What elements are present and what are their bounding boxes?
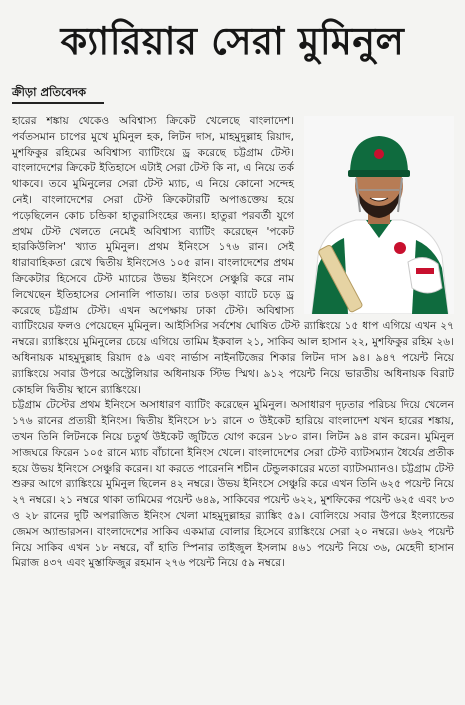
article-body [12, 114, 454, 699]
cricketer-photo-icon [304, 116, 454, 314]
article-paragraph-1: হারের শঙ্কায় থেকেও অবিশ্বাস্য ক্রিকেট খেলেছে বাংলাদেশ। পর্বতসমান চাপের মুখে মুমিনুল হক, লিটন দাস, মাহমুদুল্লাহ রিয়াদ, মুশফিকুর রহিমের অবিশ্বাস্য ব্যাটিংয়ে ড্র করেছে চট্টগ্রাম টেস্ট। বাংলাদেশের ক্রিকেট ইতিহাসে এটাই সেরা টেস্ট কি না, এ নিয়ে তর্ক থাকবে। তবে মুমিনুলের সেরা টেস্ট ম্যাচ, এ নিয়ে কোনো সন্দেহ নেই। বাংলাদেশের সেরা টেস্ট ক্রিকেটারটি অপাঙক্তেয় হয়ে পড়েছিলেন কোচ চন্ডিকা হাতুরাসিংহের জন্য। হাতুরা পরবর্তী যুগে প্রথম টেস্ট খেলতে নেমেই অবিশ্বাস্য ব্যাটিং করেছেন 'পকেট হারকিউলিস' খ্যাত মুমিনুল। প্রথম ইনিংসে ১৭৬ রান। সেই ধারাবাহিকতা রেখে দ্বিতীয় ইনিংসেও ১০৫ রান। বাংলাদেশের প্রথম ক্রিকেটার হিসেবে টেস্ট ম্যাচের উভয় ইনিংসে সেঞ্চুরি করে নাম লিখেছেন ইতিহাসের সোনালি পাতায়। তার চওড়া ব্যাটে চড়ে ড্র করেছে চট্টগ্রাম টেস্ট। এখন অপেক্ষায় ঢাকা টেস্ট। অবিশ্বাস্য ব্যাটিংয়ের ফলও পেয়েছেন মুমিনুল। আইসিসির সর্বশেষ ঘোষিত টেস্ট র‍্যাঙ্কিংয়ে ১৫ ধাপ এগিয়ে এখন ২৭ নম্বরে। র‍্যাঙ্কিংয়ে মুমিনুলের চেয়ে এগিয়ে তামিম ইকবাল ২১, সাকিব আল হাসান ২২, মুশফিকুর রহিম ২৬। অধিনায়ক মাহমুদুল্লাহ রিয়াদ ৫৯ এবং নার্ভাস নাইনটিজের শিকার লিটন দাস ৯৪। ৯৪৭ পয়েন্ট নিয়ে র‍্যাঙ্কিংয়ে সবার উপরে অস্ট্রেলিয়ার অধিনায়ক স্টিভ স্মিথ। ৯১২ পয়েন্ট নিয়ে ভারতীয় অধিনায়ক বিরাট কোহলি দ্বিতীয় স্থানে র‍্যাঙ্কিংয়ে। [12, 115, 454, 396]
byline-underline [12, 102, 104, 104]
headline: ক্যারিয়ার সেরা মুমিনুল [60, 18, 405, 63]
article-paragraph-2: চট্টগ্রাম টেস্টের প্রথম ইনিংসে অসাধারণ ব্যাটিং করেছেন মুমিনুল। অসাধারণ দৃঢ়তার পরিচয় দিয়ে খেলেন ১৭৬ রানের প্রত্যয়ী ইনিংস। দ্বিতীয় ইনিংসে ৮১ রানে ৩ উইকেট হারিয়ে বাংলাদেশ যখন হারের শঙ্কায়, তখন তিনি লিটনকে নিয়ে চতুর্থ উইকেট জুটিতে যোগ করেন ১৮০ রান। লিটন ৯৪ রান করেন। মুমিনুল সাজঘরে ফিরেন ১০৫ রানে ম্যাচ বাঁচানো ইনিংস খেলে। বাংলাদেশের সেরা টেস্ট ব্যাটসম্যান ধৈর্যের প্রতীক হয়ে উভয় ইনিংসে সেঞ্চুরি করেন। যা করতে পারেননি শচীন টেন্ডুলকারের মতো ব্যাটসম্যানও। চট্টগ্রাম টেস্ট শুরুর আগে র‍্যাঙ্কিংয়ে মুমিনুল ছিলেন ৪২ নম্বরে। উভয় ইনিংসে সেঞ্চুরি করে এখন তিনি ৬২৫ পয়েন্ট নিয়ে ২৭ নম্বরে। ২১ নম্বরে থাকা তামিমের পয়েন্ট ৬৪৯, সাকিবের পয়েন্ট ৬২২, মুশফিকের পয়েন্ট ৬২৫ এবং ৮৩ ও ২৮ রানের দুটি অপরাজিত ইনিংস খেলা মাহমুদুল্লাহর র‍্যাঙ্কিং ৫৯। বোলিংয়ে সবার উপরে ইংল্যান্ডের জেমস অ্যান্ডারসন। বাংলাদেশের সাকিব একমাত্র বোলার হিসেবে র‍্যাঙ্কিংয়ে সেরা ২০ নম্বরে। ৬৬২ পয়েন্ট নিয়ে সাকিব এখন ১৮ নম্বরে, বাঁ হাতি স্পিনার তাইজুল ইসলাম ৪৬১ পয়েন্ট নিয়ে ৩৬, মেহেদী হাসান মিরাজ ৪৩৭ এবং মুস্তাফিজুর রহমান ২৭৬ পয়েন্ট নিয়ে ৫৯ নম্বরে। [12, 399, 454, 570]
byline: ক্রীড়া প্রতিবেদক [12, 85, 87, 99]
cricketer-photo [304, 116, 454, 314]
